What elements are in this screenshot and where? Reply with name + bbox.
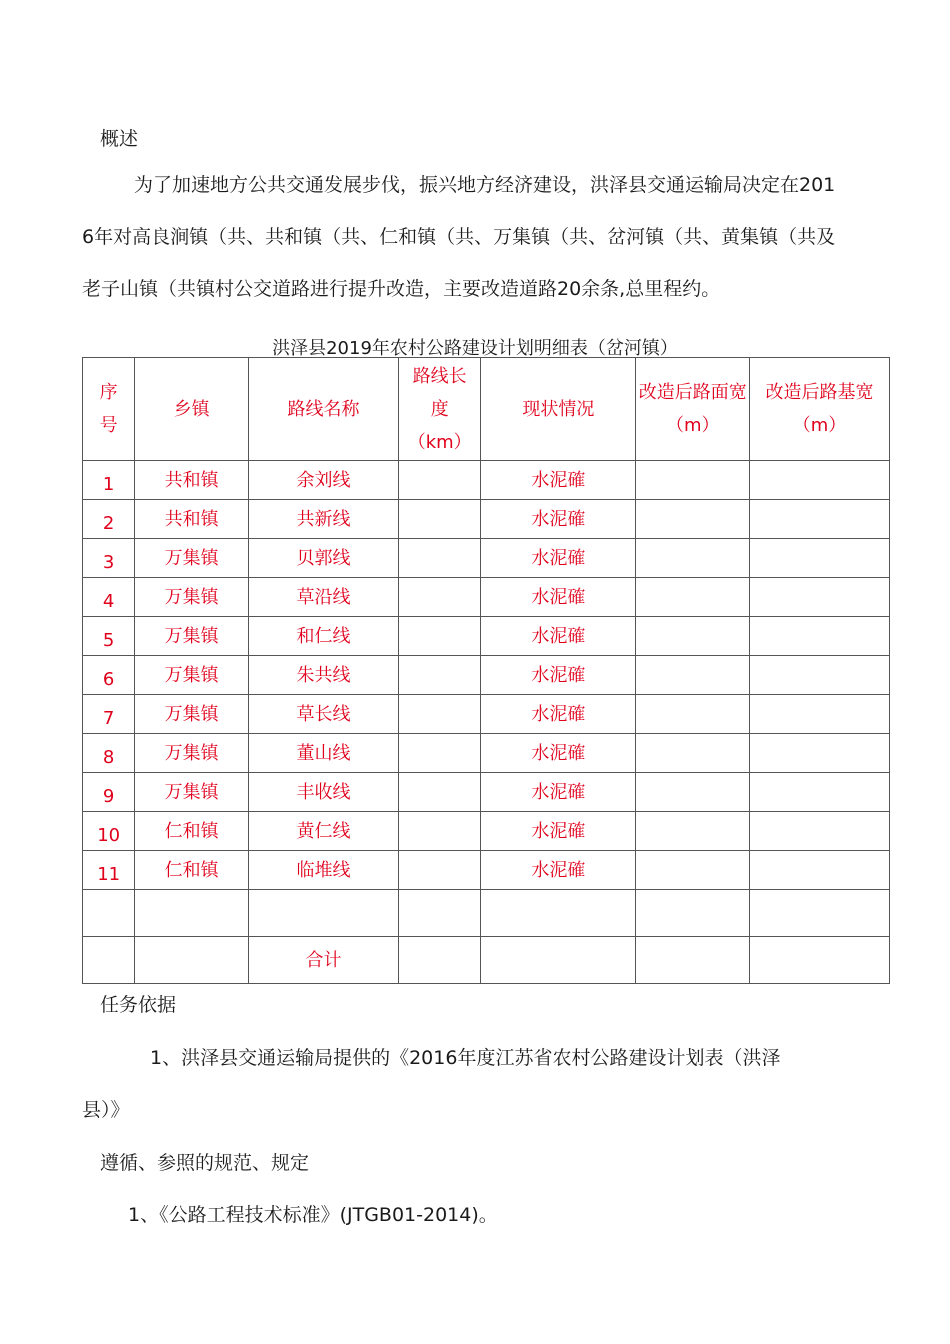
seq-number: 6 (102, 668, 115, 690)
cell-surface-width (636, 617, 750, 656)
empty-cell (135, 937, 249, 984)
cell-route-name: 临堆线 (249, 851, 399, 890)
cell-route-name: 余刘线 (249, 461, 399, 500)
cell-status: 水泥確 (481, 695, 636, 734)
header-route-name: 路线名称 (249, 358, 399, 461)
seq-number: 1 (102, 473, 115, 495)
cell-town: 共和镇 (135, 461, 249, 500)
cell-seq (83, 695, 135, 734)
cell-town: 万集镇 (135, 617, 249, 656)
task-basis-item-1-line-2: 县）》 (82, 1099, 130, 1121)
cell-route-name: 黄仁线 (249, 812, 399, 851)
cell-status: 水泥確 (481, 539, 636, 578)
table-row (83, 773, 890, 812)
table-row (83, 812, 890, 851)
cell-status: 水泥確 (481, 578, 636, 617)
cell-town: 万集镇 (135, 773, 249, 812)
cell-base-width (750, 851, 890, 890)
overview-paragraph-line-2: 6年对高良涧镇（共、共和镇（共、仁和镇（共、万集镇（共、岔河镇（共、黄集镇（共及 (82, 226, 836, 248)
cell-status: 水泥確 (481, 461, 636, 500)
cell-length (398, 500, 481, 539)
cell-status: 水泥確 (481, 851, 636, 890)
cell-length (398, 773, 481, 812)
empty-cell (83, 937, 135, 984)
seq-number: 3 (102, 551, 115, 573)
table-header-row (83, 358, 890, 461)
cell-seq (83, 734, 135, 773)
cell-seq (83, 578, 135, 617)
cell-route-name: 草沿线 (249, 578, 399, 617)
table-row (83, 500, 890, 539)
cell-seq (83, 851, 135, 890)
cell-route-name: 和仁线 (249, 617, 399, 656)
cell-surface-width (636, 734, 750, 773)
seq-number: 10 (97, 824, 121, 846)
seq-number: 5 (102, 629, 115, 651)
cell-surface-width (636, 461, 750, 500)
cell-route-name: 丰收线 (249, 773, 399, 812)
table-row (83, 734, 890, 773)
cell-status: 水泥確 (481, 773, 636, 812)
cell-status: 水泥確 (481, 812, 636, 851)
empty-cell (636, 937, 750, 984)
empty-cell (398, 890, 481, 937)
seq-number: 9 (102, 785, 115, 807)
empty-cell (398, 937, 481, 984)
cell-length (398, 578, 481, 617)
seq-number: 2 (102, 512, 115, 534)
header-surface-width: 改造后路面宽（m） (636, 358, 750, 461)
cell-base-width (750, 812, 890, 851)
header-base-width: 改造后路基宽（m） (750, 358, 890, 461)
cell-route-name: 董山线 (249, 734, 399, 773)
cell-route-name: 共新线 (249, 500, 399, 539)
cell-surface-width (636, 578, 750, 617)
cell-town: 万集镇 (135, 695, 249, 734)
cell-length (398, 734, 481, 773)
overview-paragraph-line-3: 老子山镇（共镇村公交道路进行提升改造，主要改造道路20余条,总里程约。 (82, 278, 721, 300)
cell-route-name: 草长线 (249, 695, 399, 734)
cell-town: 万集镇 (135, 656, 249, 695)
table-row (83, 656, 890, 695)
empty-cell (750, 937, 890, 984)
cell-surface-width (636, 851, 750, 890)
table-title: 洪泽县2019年农村公路建设计划明细表（岔河镇） (272, 338, 678, 359)
cell-seq (83, 617, 135, 656)
empty-cell (249, 890, 399, 937)
cell-length (398, 656, 481, 695)
cell-base-width (750, 461, 890, 500)
seq-number: 11 (97, 863, 121, 885)
cell-surface-width (636, 500, 750, 539)
cell-base-width (750, 617, 890, 656)
cell-surface-width (636, 539, 750, 578)
section-heading-overview: 概述 (100, 128, 139, 150)
cell-base-width (750, 539, 890, 578)
empty-cell (750, 890, 890, 937)
cell-base-width (750, 578, 890, 617)
cell-status: 水泥確 (481, 656, 636, 695)
road-plan-table (82, 357, 890, 984)
table-row-blank (83, 890, 890, 937)
table-body (83, 461, 890, 984)
cell-town: 仁和镇 (135, 851, 249, 890)
cell-length (398, 812, 481, 851)
header-town: 乡镇 (135, 358, 249, 461)
table-row (83, 461, 890, 500)
cell-base-width (750, 773, 890, 812)
cell-status: 水泥確 (481, 500, 636, 539)
cell-length (398, 851, 481, 890)
cell-base-width (750, 695, 890, 734)
cell-surface-width (636, 812, 750, 851)
cell-seq (83, 461, 135, 500)
cell-town: 万集镇 (135, 734, 249, 773)
cell-surface-width (636, 773, 750, 812)
overview-paragraph-line-1: 为了加速地方公共交通发展步伐，振兴地方经济建设，洪泽县交通运输局决定在201 (134, 174, 836, 196)
cell-route-name: 朱共线 (249, 656, 399, 695)
task-basis-item-1-line-1: 1、洪泽县交通运输局提供的《2016年度江苏省农村公路建设计划表（洪泽 (150, 1047, 781, 1069)
cell-town: 仁和镇 (135, 812, 249, 851)
empty-cell (481, 890, 636, 937)
empty-cell (135, 890, 249, 937)
total-label: 合计 (249, 937, 399, 984)
table-row (83, 695, 890, 734)
cell-base-width (750, 656, 890, 695)
cell-route-name: 贝郭线 (249, 539, 399, 578)
cell-length (398, 617, 481, 656)
header-seq: 序号 (83, 358, 135, 461)
cell-surface-width (636, 656, 750, 695)
cell-status: 水泥確 (481, 734, 636, 773)
cell-seq (83, 656, 135, 695)
seq-number: 7 (102, 707, 115, 729)
header-length: 路线长度（km） (398, 358, 481, 461)
cell-base-width (750, 500, 890, 539)
cell-seq (83, 539, 135, 578)
header-status: 现状情况 (481, 358, 636, 461)
cell-length (398, 461, 481, 500)
cell-town: 万集镇 (135, 539, 249, 578)
cell-base-width (750, 734, 890, 773)
cell-town: 共和镇 (135, 500, 249, 539)
empty-cell (481, 937, 636, 984)
table-row (83, 617, 890, 656)
empty-cell (83, 890, 135, 937)
cell-seq (83, 773, 135, 812)
cell-length (398, 539, 481, 578)
cell-length (398, 695, 481, 734)
cell-seq (83, 500, 135, 539)
table-row (83, 578, 890, 617)
table-row (83, 851, 890, 890)
section-heading-norms: 遵循、参照的规范、规定 (100, 1152, 310, 1174)
empty-cell (636, 890, 750, 937)
table-row-total (83, 937, 890, 984)
seq-number: 8 (102, 746, 115, 768)
section-heading-task-basis: 任务依据 (100, 994, 177, 1016)
cell-surface-width (636, 695, 750, 734)
cell-seq (83, 812, 135, 851)
norms-item-1: 1、《公路工程技术标准》(JTGB01-2014)。 (128, 1204, 498, 1226)
cell-status: 水泥確 (481, 617, 636, 656)
seq-number: 4 (102, 590, 115, 612)
cell-town: 万集镇 (135, 578, 249, 617)
table-row (83, 539, 890, 578)
